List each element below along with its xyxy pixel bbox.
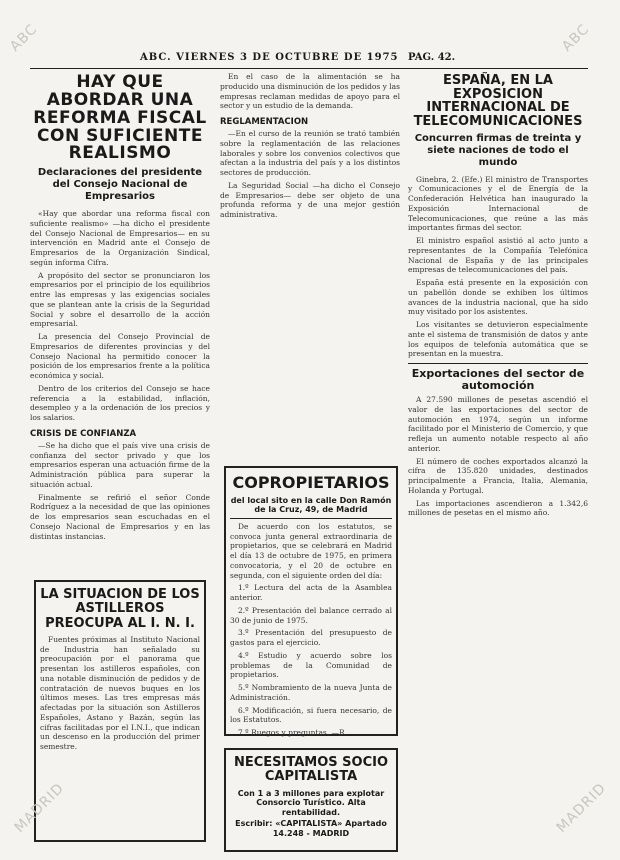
headline-reforma-fiscal: HAY QUE ABORDAR UNA REFORMA FISCAL CON SUFICIENTE REALISMO xyxy=(33,72,207,164)
article-paragraph: En el caso de la alimentación se ha producido una disminución de los pedidos y las empresas reclaman medidas de apoyo para el sector y un estudio de la demanda. xyxy=(220,72,400,111)
copropietarios-intro: De acuerdo con los estatutos, se convoca junta general extraordinaria de propietarios, que se celebrará en Madrid el día 13 de octubre de 1975, en primera convocatoria, y el 20 de octubre en segunda, con el siguiente orden del día: xyxy=(230,521,392,580)
subheadline-naciones: Concurren firmas de treinta y siete naciones de todo el mundo xyxy=(414,132,582,168)
article-paragraph: La presencia del Consejo Provincial de Empresarios de diferentes provincias y del Consejo Nacional ha permitido conocer la posición de los empresarios frente a la política económica y social. xyxy=(30,332,210,381)
agenda-item: 1.º Lectura del acta de la Asamblea anterior. xyxy=(230,583,392,603)
astilleros-title: LA SITUACION DE LOS ASTILLEROS PREOCUPA AL I. N. I. xyxy=(40,587,200,631)
article-paragraph: El ministro español asistió al acto junto a representantes de la Compañía Telefónica Nacional de España y de las principales empresas de telecomunicaciones del país. xyxy=(408,236,588,275)
watermark: MADRID xyxy=(553,780,610,836)
copropietarios-box xyxy=(224,466,398,736)
section-title-reglamentacion: REGLAMENTACION xyxy=(220,117,309,127)
agenda-item: 7.º Ruegos y preguntas. —R. xyxy=(238,728,348,738)
astilleros-text: Fuentes próximas al Instituto Nacional de Industria han señalado su preocupación por el panorama que presentan los astilleros españoles, con una notable disminución de pedidos y de contratación de nuevos buques en los últimos meses. Las tres empresas más afectadas por la situación son Astilleros Españoles, Astano y Bazán, según las cifras facilitadas por el I.N.I., que indican un descenso en la producción del primer semestre. xyxy=(40,634,200,752)
headline-telecomunicaciones: ESPAÑA, EN LA EXPOSICION INTERNACIONAL DE TELECOMUNICACIONES xyxy=(413,73,583,129)
article-paragraph: Las importaciones ascendieron a 1.342,6 millones de pesetas en el mismo año. xyxy=(408,498,588,518)
section-title-crisis: CRISIS DE CONFIANZA xyxy=(30,428,137,439)
socio-capitalista-title: NECESITAMOS SOCIO CAPITALISTA xyxy=(233,755,389,785)
article-paragraph: Finalmente se refirió el señor Conde Rodríguez a la necesidad de que las opiniones de los empresarios sean escuchadas en el Consejo Nacional de Empresarios y en las distintas instancias. xyxy=(30,492,210,541)
column-2 xyxy=(220,72,400,858)
socio-capitalista-contact: Escribir: «CAPITALISTA» Apartado 14.248 - MADRID xyxy=(235,819,387,838)
watermark: ABC xyxy=(6,21,41,55)
page-number: PAG. 42. xyxy=(408,52,456,63)
article-paragraph: —En el curso de la reunión se trató también sobre la reglamentación de las relaciones laborales y sobre los convenios colectivos que afectan a la industria del país y a los distintos sectores de producción. xyxy=(220,129,400,177)
article-paragraph: Ginebra, 2. (Efe.) El ministro de Transportes y Comunicaciones y el de Energía de la Confederación Helvética han inaugurado la Exposición Internacional de Telecomunicaciones, que reúne a las más importantes firmas del sector. xyxy=(408,174,588,233)
header-rule xyxy=(30,68,588,69)
article-paragraph: A 27.590 millones de pesetas ascendió el valor de las exportaciones del sector de automoción en 1974, según un informe facilitado por el Ministerio de Comercio, y que refleja un aumento notable respecto al año anterior. xyxy=(408,395,588,453)
agenda-item: 3.º Presentación del presupuesto de gastos para el ejercicio. xyxy=(230,628,392,648)
copropietarios-title: COPROPIETARIOS xyxy=(232,473,390,492)
article-paragraph: La Seguridad Social —ha dicho el Consejo de Empresarios— debe ser objeto de una profunda reforma y de una mejor gestión administrativa. xyxy=(220,180,400,219)
divider xyxy=(230,518,392,519)
agenda-item: 6.º Modificación, si fuera necesario, de los Estatutos. xyxy=(230,705,392,725)
socio-capitalista-text: Con 1 a 3 millones para explotar Consorcio Turístico. Alta rentabilidad. xyxy=(237,788,385,817)
agenda-item: 5.º Nombramiento de la nueva Junta de Administración. xyxy=(230,683,392,702)
socio-capitalista-box xyxy=(224,748,398,852)
agenda-item: 4.º Estudio y acuerdo sobre los problemas de la Comunidad de propietarios. xyxy=(230,650,392,680)
agenda-item: 2.º Presentación del balance cerrado al 30 de junio de 1975. xyxy=(230,605,392,625)
watermark: MADRID xyxy=(11,780,68,836)
article-paragraph: España está presente en la exposición con un pabellón donde se exhiben los últimos avances de la industria nacional, que ha sido muy visitado por los asistentes. xyxy=(408,278,588,317)
astilleros-box xyxy=(34,580,206,842)
section-title-automocion: Exportaciones del sector de automoción xyxy=(411,367,585,392)
article-paragraph: «Hay que abordar una reforma fiscal con suficiente realismo» —ha dicho el presidente del Consejo Nacional de Empresarios— en su intervención en Madrid ante el Consejo de Empresarios de la Organización Sindical, según informa Cifra. xyxy=(30,209,210,267)
copropietarios-subtitle: del local sito en la calle Don Ramón de la Cruz, 49, de Madrid xyxy=(230,495,392,515)
article-paragraph: El número de coches exportados alcanzó la cifra de 135.820 unidades, destinados principalmente a Francia, Italia, Alemania, Holanda y Portugal. xyxy=(408,456,588,495)
article-paragraph: Los visitantes se detuvieron especialmente ante el sistema de transmisión de datos y ante los equipos de telefonía automática que se presentan en la muestra. xyxy=(408,320,588,359)
article-paragraph: —Se ha dicho que el país vive una crisis de confianza del sector privado y que los empresarios esperan una actuación firme de la Administración pública para superar la situación actual. xyxy=(30,440,210,489)
watermark: ABC xyxy=(558,21,593,55)
article-paragraph: Dentro de los criterios del Consejo se hace referencia a la estabilidad, inflación, desempleo y a la ordenación de los precios y los salarios. xyxy=(30,383,210,423)
article-paragraph: A propósito del sector se pronunciaron los empresarios por el principio de los equilibrios entre las empresas y las exigencias sociales que se plantean ante la crisis de la Seguridad Social y sobre el desarrollo de la acción empresarial. xyxy=(30,270,210,329)
header-dateline: ABC. VIERNES 3 DE OCTUBRE DE 1975 xyxy=(140,52,399,63)
section-rule xyxy=(408,363,588,364)
subheadline-empresarios: Declaraciones del presidente del Consejo Nacional de Empresarios xyxy=(37,167,203,203)
column-3 xyxy=(408,72,588,858)
